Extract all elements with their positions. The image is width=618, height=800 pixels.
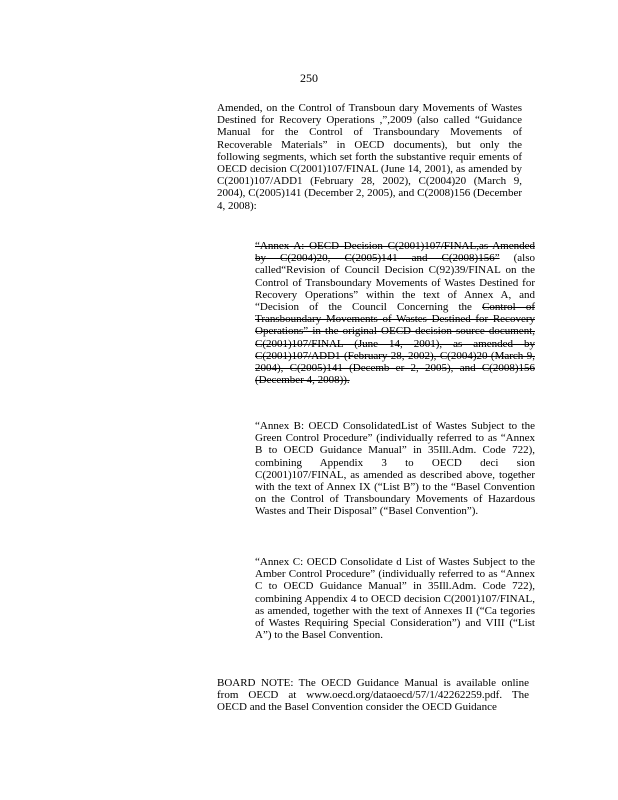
board-note-paragraph: BOARD NOTE: The OECD Guidance Manual is available online from OECD at www.oecd.org/dataoecd/57/1/42262259.pdf. The OECD and the Basel Convention consider the OECD Guidance: [217, 677, 529, 714]
annex-a-paragraph: [255, 240, 535, 386]
page-number: 250: [300, 71, 318, 85]
annex-a-struck-lead: “Annex A: OECD Decision C(2001)107/FINAL,as Amended by C(2004)20, C(2005)141 and C(2008)156”: [255, 240, 535, 265]
annex-b-paragraph: “Annex B: OECD ConsolidatedList of Wastes Subject to the Green Control Procedure” (individually referred to as “Annex B to OECD Guidance Manual” in 35Ill.Adm. Code 722), combining Appendix 3 to OECD deci sion C(2001)107/FINAL, as amended as described above, together with the text of Annex IX (“List B”) to the “Basel Convention on the Control of Transboundary Movements of Hazardous Wastes and Their Disposal” (“Basel Convention”).: [255, 420, 535, 518]
annex-c-paragraph: “Annex C: OECD Consolidate d List of Wastes Subject to the Amber Control Procedure” (individually referred to as “Annex C to OECD Guidance Manual” in 35Ill.Adm. Code 722), combining Appendix 4 to OECD decision C(2001)107/FINAL, as amended, together with the text of Annexes II (“Ca tegories of Wastes Requiring Special Consideration”) and VIII (“List A”) to the Basel Convention.: [255, 556, 535, 642]
annex-a-struck-tail: Control of Transboundary Movements of Wastes Destined for Recovery Operations” in the original OECD decision source document, C(2001)107/FINAL (June 14, 2001), as amended by C(2001)107/ADD1 (February 28, 2002), C(2004)20 (March 9, 2004), C(2005)141 (Decemb er 2, 2005), and C(2008)156 (December 4, 2008)).: [255, 301, 535, 387]
intro-paragraph: Amended, on the Control of Transboun dary Movements of Wastes Destined for Recovery Operations ,”,2009 (also called “Guidance Manual for the Control of Transboundary Movements of Recoverable Materials” in OECD documents), but only the following segments, which set forth the substantive requir ements of OECD decision C(2001)107/FINAL (June 14, 2001), as amended by C(2001)107/ADD1 (February 28, 2002), C(2004)20 (March 9, 2004), C(2005)141 (December 2, 2005), and C(2008)156 (December 4, 2008):: [217, 102, 522, 212]
annex-a-body: (also called“Revision of Council Decision C(92)39/FINAL on the Control of Transboundary Movements of Wastes Destined for Recovery Operations” within the text of Annex A, and “Decision of the Council Concerning the: [255, 252, 535, 314]
